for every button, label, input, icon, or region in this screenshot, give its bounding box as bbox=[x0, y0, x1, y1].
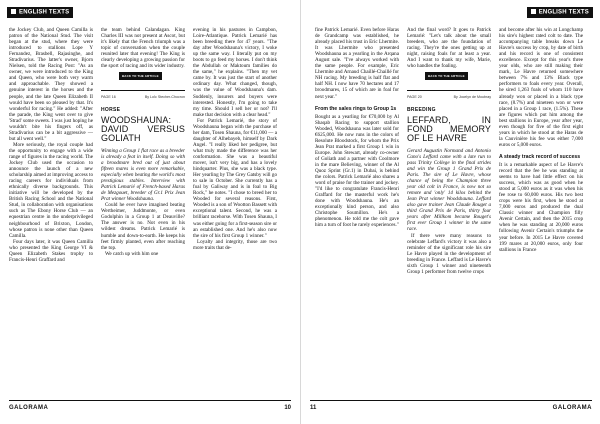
left-column-2 bbox=[101, 27, 185, 257]
right-column-3 bbox=[499, 27, 583, 253]
paragraph: Four days later, it was Queen Camilla who presented the King George VI & Queen Elizabeth Stakes trophy to Francis-Henri Graffard and bbox=[9, 238, 93, 263]
paragraph: and become after his win at Longchamp his sire's highest rated colt to date. The accompanying table breaks down Le Havre's success by crop, by date of birth and his record is one of consistent excellence. Except for this year's three year olds, who are still making their mark, Le Havre returned somewhere between 7% and 13% Black type performers to foals every year. Overall, he sired 1,263 foals of whom 110 have already won or placed in a black type race, (8.7%) and nineteen won or were placed in a Group 1 race, (1.5%). These are figures which put him among the best stallions in Europe, year after year, even though for five of the first eight years in which he stood at the Haras de la Cauvinière his fee was either 7,000 euros or 5,000 euros. bbox=[499, 27, 583, 148]
article-kicker: HORSE bbox=[101, 107, 121, 114]
section-header-label: ENGLISH TEXTS bbox=[19, 9, 70, 16]
magazine-name: GALORAMA bbox=[9, 405, 49, 411]
paragraph: Loyalty and integrity, those are two more traits that de- bbox=[193, 238, 277, 251]
byline-author: By Jocelyn de Moubray bbox=[453, 95, 491, 100]
paragraph: More seriously, the royal couple had the opportunity to engage with a wide range of figures in the racing world. The Jockey Club used the occasion to announce the launch of a new scholarship aimed at improving access to racing careers for individuals from ethnically diverse backgrounds. This initiative will be developed by the British Racing School and the National Stud, in collaboration with organisations such as The Ebony Horse Club — an equestrian centre in the underprivileged neighbourhood of Brixton, London, whose patron is none other than Queen Camilla. bbox=[9, 141, 93, 239]
article-headline: LEFFARD, IN FOND MEMORY OF LE HAVRE bbox=[407, 115, 491, 144]
byline-author: By Loïc Stecher-Chocron bbox=[144, 95, 185, 100]
paragraph: the team behind Calandagan. King Charles III was not present at Ascot, but it's likely that the French triumph was a topic of conversation when the couple reunited later that evening! The King is clearly developing a growing passion for the sport of racing and its wider industry. bbox=[101, 27, 185, 70]
left-column-3 bbox=[193, 27, 277, 251]
section-header bbox=[527, 7, 593, 18]
article-divider bbox=[407, 90, 491, 91]
page-footer bbox=[301, 400, 600, 418]
byline-page: PAGE 20 bbox=[407, 95, 422, 100]
paragraph: We catch up with him one bbox=[105, 250, 159, 257]
right-column-2 bbox=[407, 27, 491, 275]
page-number: 11 bbox=[310, 405, 317, 411]
article-kicker: BREEDING bbox=[407, 107, 436, 114]
footer-rule bbox=[9, 400, 291, 401]
paragraph: It is a remarkable aspect of Le Havre's record that the fee he was standing at seems to have had little effect on his success, which was as good when he stood at 5,000 euros as it was when his fee rose to 60,000 euros. His two best crops were his first, when he stood at 7,000 euros and produced the dual Classic winner and Champion filly Avenir Certain, and then the 2015 crop when he was standing at 20,000 euros following Avenir Certain's triumphs the year before. In 2015 Le Havre covered 199 mares at 20,000 euros, only four stallions in France bbox=[499, 161, 583, 253]
paragraph: If there were many reasons to celebrate Leffard's victory it was also a reminder of the significant role his sire Le Havre played in the development of breeding in France. Leffard is Le Havre's sixth Group 1 winner and nineteenth Group 1 performer from twelve crops bbox=[407, 232, 491, 275]
paragraph: the Jockey Club, and Queen Camilla is patron of the National Stud. The visit began at the stud, where they were introduced to stallions Lope Y Fernandez, Brasbell, Rajasinghe, and Stradivarius. The latter's owner, Bjorn Nielsen, told the Racing Post: "As an owner, we were introduced to the King and Queen, who were both very warm and approachable. They showed a genuine interest in the horses and the people, and the late Queen Elizabeth II would have been so pleased by that. It's wonderful for racing." He added: "After the parade, the King went over to give 'Strad' some sweets. I was just hoping he wouldn't bite his fingers off, as Stradivarius can be a bit aggressive — but all went well." bbox=[9, 27, 93, 142]
paragraph: For Patrick Lemarié, the story of Woodshauna began with the purchase of her dam, Tosen Shauna, for €11,000 — a daughter of Alhebayeb, himself by Dark Angel. "I really liked her pedigree, but what truly made the difference was her conformation. She was a beautiful mover, isn't very big, and has a lovely hindquarter. Plus, she was a black type. Her yearling by The Grey Gatsby will go to sale in October. She currently has a foal by Galiway and is in foal to Big Rock," he notes. "I chose to breed her to Wooded for several reasons. First, Wooded is a son of Wootton Bassett with exceptional talent. Second, he was a brilliant racehorse. With Tosen Shauna, I was either going for a first-season sire or an established one. And he's also now the sire of his first Group 1 winner." bbox=[193, 117, 277, 239]
magazine-name: GALORAMA bbox=[552, 405, 592, 411]
page-footer bbox=[0, 400, 300, 418]
right-column-1 bbox=[315, 27, 399, 228]
byline-page: PAGE 16 bbox=[101, 95, 116, 100]
subheading: From the sales rings to Group 1s bbox=[315, 105, 397, 112]
back-to-article-link[interactable]: BACK TO THE ARTICLE bbox=[119, 72, 162, 80]
article-standfirst: Gerard Augustin Normand and Antonio Cano's Leffard came with a late run to pass Trinity College in the final strides and win the Group 1 Grand Prix de Paris. The sire of Le Havre, whose chance of being the Champion three year old colt in France, is now not so remote and 'only' 14 kilos behind the Jean Prat winner Woodshauna. Leffard also gave trainer Jean Claude Rouget a third Grand Prix de Paris, thirty four years after Millkom became Rouget's first ever Group 1 winner in the same race. bbox=[407, 147, 491, 233]
paragraph: evening in his pastures in Campbon, Loire-Atlantique. Patrick Lemarié has been breeding there for 47 years. "The day after Woodshauna's victory, I woke up the same way. I literally put on my boots to go feed my horses. I don't think the Abdullah or Maktoum families do the same," he explains. "Then my vet came by. It was just the start of another ordinary day. What changed, though, was the value of Woodshauna's dam. Suddenly, insurers and buyers were interested. Honestly, I'm going to take my time. Should I sell her or not? I'll make that decision with a clear head." bbox=[193, 27, 277, 118]
paragraph: Bought as a yearling for €70,000 by Al Shaqab Racing to support stallion Wooded, Woodshauna was later sold for €625,000. He now runs in the colors of Resolute Bloodstock, for whom the Prix Jean Prat marked a first Group 1 win in Europe. John Stewart, already co-owner of Goliath and a partner with Coolmore in the mare Believing, winner of the Al Quoz Sprint (Gr.1) in Dubai, is behind the colors. Patrick Lemarié also shares a word of praise for the trainer and jockey. "I'd like to congratulate Francis-Henri Graffard for the masterful work he's done with Woodshauna. He's an exceptionally kind person, and also Christophe Soumillon. He's a phenomenon. He told me the colt gave him a turn of foot he rarely experiences." bbox=[315, 113, 399, 229]
page-number: 10 bbox=[284, 405, 291, 411]
subheading: A steady track record of success bbox=[499, 153, 581, 160]
paragraph: fine Patrick Lemarié. Even before Haras de Grandcamp was established, he already placed his trust in Eric Lhermite. It was Lhermite who presented Woodshauna as a yearling in the Arqana August sale. "I've always worked with the same people. For example, Eric Lhermite and Arnaud Chaillé-Chaillé for NH racing. My breeding is half flat and half NH. I now have 70 hectares and 17 broodmares, 15 of which are in foal for next year." bbox=[315, 27, 399, 100]
section-header bbox=[7, 7, 73, 18]
footer-rule bbox=[310, 400, 592, 401]
section-header-label: ENGLISH TEXTS bbox=[538, 9, 589, 16]
paragraph: Could he ever have imagined beating Wertheimer, Juddmonte, or even Godolphin in a Group 1 at Deauville? The answer is no. Not even in his wildest dreams. Patrick Lemarié is humble and down-to-earth. He keeps his feet firmly planted, even after reaching the top. bbox=[101, 202, 185, 251]
header-square-icon bbox=[11, 9, 16, 14]
back-to-article-link[interactable]: BACK TO THE ARTICLE bbox=[425, 72, 468, 80]
byline bbox=[101, 94, 185, 100]
right-page bbox=[300, 0, 600, 424]
byline bbox=[407, 94, 491, 100]
article-divider bbox=[101, 90, 185, 91]
paragraph: And the final word? It goes to Patrick Lemarié: "Let's talk about the small breeders, who are the foundation of racing. They're the ones getting up at night, raising foals for at least a year. And I want to thank my wife, Marie, who handles the foaling. bbox=[407, 27, 491, 70]
left-column-1 bbox=[9, 27, 93, 263]
article-standfirst: Winning a Group 1 flat race as a breeder is already a feat in itself. Doing so with a broodmare bred out of just about fifteen mares is even more remarkable, especially when beating the world's most prestigious stables. Interview with Patrick Lemarié of French-based Haras de Mezgouet, breeder of Gr.1 Prix Jean Prat winner Woodshauna. bbox=[101, 147, 185, 203]
article-headline: WOODSHAUNA: DAVID VERSUS GOLIATH bbox=[101, 115, 185, 144]
header-square-icon bbox=[531, 9, 536, 14]
